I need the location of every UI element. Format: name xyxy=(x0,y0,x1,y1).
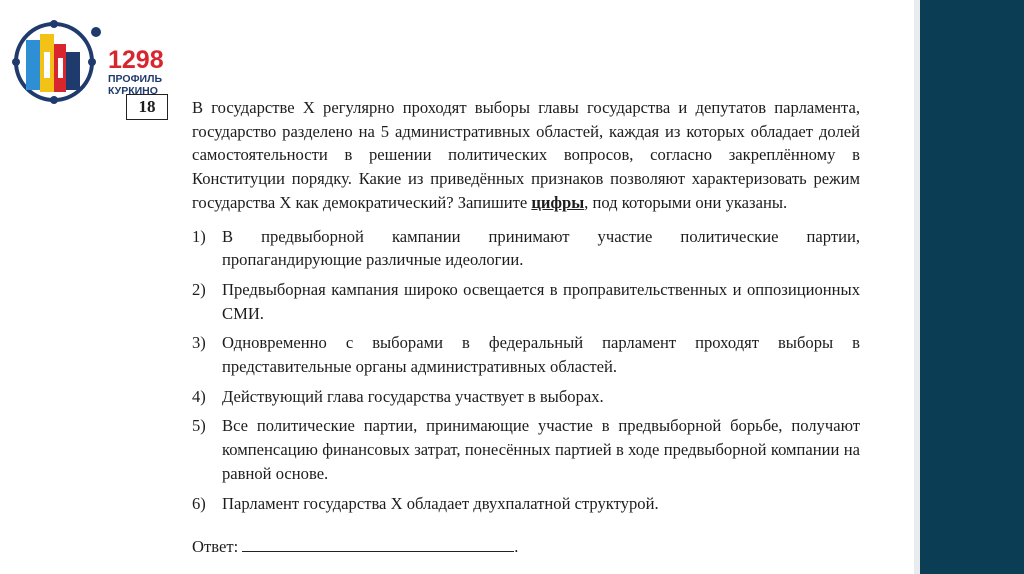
option-number: 2) xyxy=(192,279,206,299)
option-item xyxy=(192,331,860,378)
answer-line xyxy=(192,537,518,557)
task-number-box: 18 xyxy=(126,94,168,120)
answer-label: Ответ: xyxy=(192,537,239,556)
option-number: 1) xyxy=(192,226,206,246)
logo-number: 1298 xyxy=(108,46,164,74)
answer-blank xyxy=(242,537,514,552)
logo-emblem-icon xyxy=(10,18,110,110)
logo-text-line2: КУРКИНО xyxy=(108,85,158,97)
logo-text-line1: ПРОФИЛЬ xyxy=(108,73,163,85)
option-number: 3) xyxy=(192,333,206,353)
question-emphasis: цифры xyxy=(531,192,585,212)
option-text: Парламент государства Х обладает двухпалатной структурой. xyxy=(222,493,659,513)
option-item xyxy=(192,225,860,272)
option-text: Предвыборная кампания широко освещается в проправительственных и оппозиционных СМИ. xyxy=(222,279,860,323)
option-text: Действующий глава государства участвует в выборах. xyxy=(222,386,604,406)
question-text-end: , под которыми они указаны. xyxy=(584,192,788,212)
task-text xyxy=(192,96,860,521)
option-number: 6) xyxy=(192,493,206,513)
option-text: В предвыборной кампании принимают участие политические партии, пропагандирующие различные идеологии. xyxy=(222,226,860,270)
option-item xyxy=(192,385,860,409)
option-number: 5) xyxy=(192,416,206,436)
question-text-start: В государстве Х регулярно проходят выборы главы государства и депутатов парламента, государство разделено на 5 административных областей, каждая из которых обладает долей самостоятельности в решении политических вопросов, согласно закреплённому в Конституции порядку. Какие из приведённых признаков позволяют характеризовать режим государства Х как демократический? Запишите xyxy=(192,98,860,212)
options-list xyxy=(192,225,860,516)
option-number: 4) xyxy=(192,386,206,406)
option-item xyxy=(192,278,860,325)
option-item xyxy=(192,492,860,516)
option-text: Одновременно с выборами в федеральный парламент проходят выборы в представительные органы административных областей. xyxy=(222,333,860,377)
option-text: Все политические партии, принимающие участие в предвыборной борьбе, получают компенсацию финансовых затрат, понесённых партией в ходе предвыборной компании на равной основе. xyxy=(222,416,860,483)
right-sidebar-bar xyxy=(920,0,1024,574)
option-item xyxy=(192,414,860,485)
answer-end-mark: . xyxy=(514,537,519,556)
task-question xyxy=(192,96,860,215)
